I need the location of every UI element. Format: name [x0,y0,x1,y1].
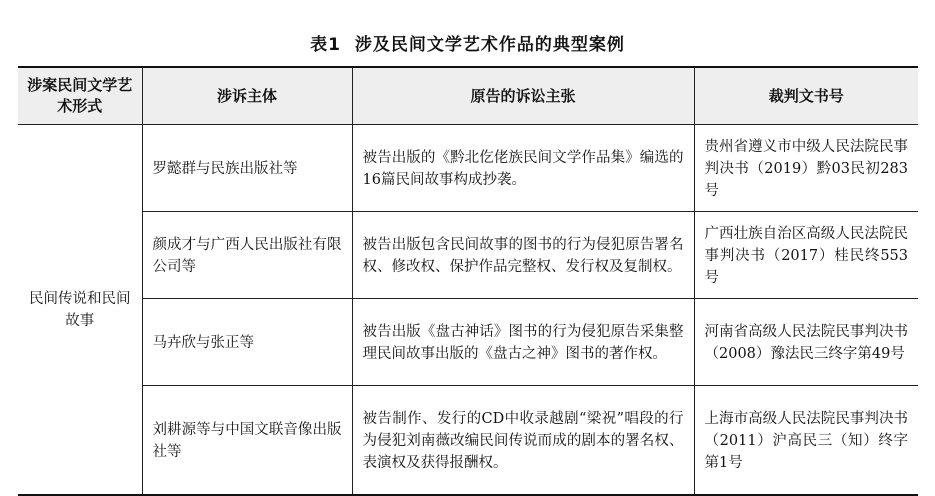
table-caption [0,30,935,55]
parties-cell: 颜成才与广西人民出版社有限公司等 [142,212,352,299]
header-form: 涉案民间文学艺术形式 [18,67,142,125]
doc-cell: 贵州省遵义市中级人民法院民事判决书（2019）黔03民初283号 [694,125,918,212]
parties-cell: 刘耕源等与中国文联音像出版社等 [142,386,352,496]
case-table [18,66,918,496]
table-row [18,212,918,299]
table-row [18,299,918,386]
table-number: 表1 [310,35,341,55]
header-claim: 原告的诉讼主张 [352,67,694,125]
claim-cell: 被告出版的《黔北仡佬族民间文学作品集》编选的16篇民间故事构成抄袭。 [352,125,694,212]
claim-cell: 被告出版《盘古神话》图书的行为侵犯原告采集整理民间故事出版的《盘古之神》图书的著作权。 [352,299,694,386]
doc-cell: 河南省高级人民法院民事判决书（2008）豫法民三终字第49号 [694,299,918,386]
header-doc: 裁判文书号 [694,67,918,125]
doc-cell: 广西壮族自治区高级人民法院民事判决书（2017）桂民终553号 [694,212,918,299]
table-header-row [18,67,918,125]
header-parties: 涉诉主体 [142,67,352,125]
claim-cell: 被告制作、发行的CD中收录越剧“梁祝”唱段的行为侵犯刘南薇改编民间传说而成的剧本的署名权、表演权及获得报酬权。 [352,386,694,496]
form-cell: 民间传说和民间故事 [18,125,142,496]
claim-cell: 被告出版包含民间故事的图书的行为侵犯原告署名权、修改权、保护作品完整权、发行权及复制权。 [352,212,694,299]
table-row [18,386,918,496]
parties-cell: 马卉欣与张正等 [142,299,352,386]
doc-cell: 上海市高级人民法院民事判决书（2011）沪高民三（知）终字第1号 [694,386,918,496]
parties-cell: 罗懿群与民族出版社等 [142,125,352,212]
table-row [18,125,918,212]
table-title: 涉及民间文学艺术作品的典型案例 [354,35,625,55]
